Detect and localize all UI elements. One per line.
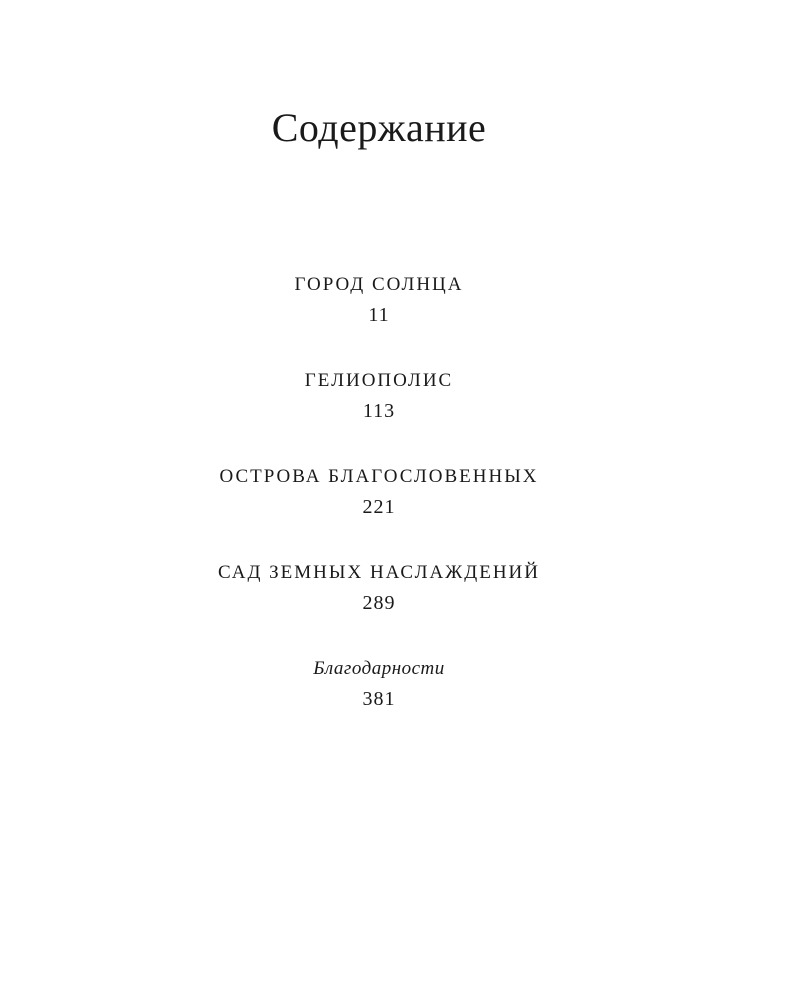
toc-entry-page: 289: [362, 592, 396, 614]
toc-entry: [0, 654, 758, 750]
toc-entry-page: 381: [362, 688, 396, 710]
toc-entry-page: 113: [362, 400, 396, 422]
toc-entry: [0, 270, 758, 366]
toc-entry: [0, 558, 758, 654]
toc-entry-page: 11: [368, 304, 390, 326]
toc-entry-title: САД ЗЕМНЫХ НАСЛАЖДЕНИЙ: [218, 562, 540, 583]
table-of-contents: [0, 270, 758, 750]
toc-entry-title: ГЕЛИОПОЛИС: [304, 370, 454, 391]
toc-entry: [0, 366, 758, 462]
toc-entry: [0, 462, 758, 558]
toc-entry-title: ОСТРОВА БЛАГОСЛОВЕННЫХ: [219, 466, 539, 487]
toc-entry-title: ГОРОД СОЛНЦА: [294, 274, 464, 295]
toc-entry-title: Благодарности: [313, 658, 445, 679]
page-title: Содержание: [271, 105, 487, 150]
toc-entry-page: 221: [362, 496, 396, 518]
